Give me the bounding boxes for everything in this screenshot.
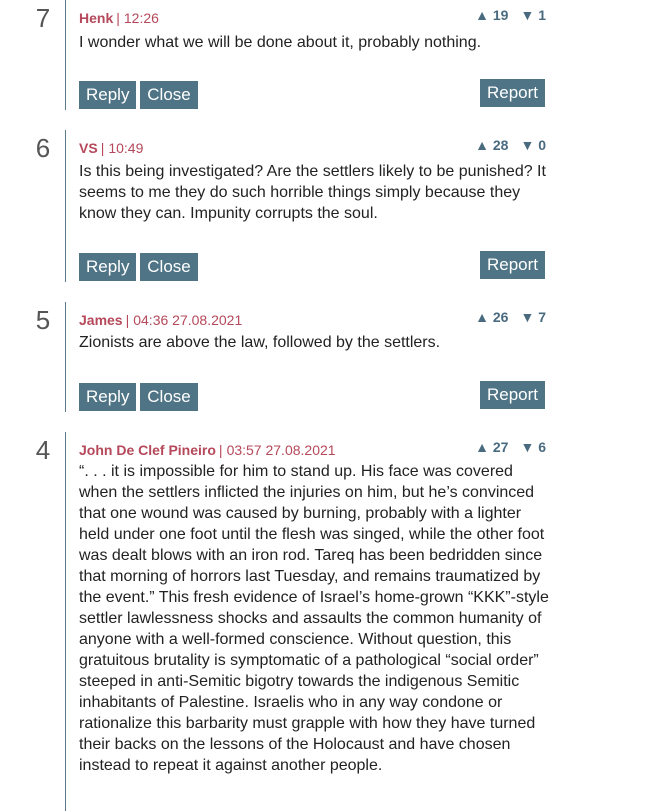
downvote-button[interactable] [520,439,546,455]
downvote-count: 1 [538,7,546,23]
close-button[interactable]: Close [140,81,198,109]
meta-separator: | [218,442,223,458]
down-arrow-icon: ▼ [520,439,535,455]
vote-counter [475,6,546,24]
comment-meta [79,9,159,27]
meta-separator: | [116,10,120,26]
vote-counter [475,136,546,154]
downvote-count: 7 [538,309,546,325]
author-name[interactable]: James [79,312,123,328]
comment-time: 04:36 27.08.2021 [133,312,243,328]
comment-meta [79,441,336,459]
comment-time: 12:26 [123,10,159,26]
up-arrow-icon: ▲ [475,309,489,325]
comment-meta [79,139,143,157]
up-arrow-icon: ▲ [475,439,489,455]
upvote-count: 26 [492,309,509,325]
comment-number: 4 [35,435,51,465]
author-name[interactable]: Henk [79,10,114,26]
down-arrow-icon: ▼ [520,309,535,325]
comment-text: I wonder what we will be done about it, probably nothing. [79,34,482,51]
author-name[interactable]: VS [79,140,98,156]
upvote-count: 19 [492,7,509,23]
downvote-button[interactable] [520,7,546,23]
up-arrow-icon: ▲ [475,7,489,23]
thread-line [65,432,66,811]
author-name[interactable]: John De Clef Pineiro [79,442,216,458]
downvote-button[interactable] [520,137,546,153]
reply-button[interactable]: Reply [79,81,136,109]
reply-button[interactable]: Reply [79,383,136,411]
comment-text: Zionists are above the law, followed by the settlers. [79,334,441,351]
reply-button[interactable]: Reply [79,253,136,281]
upvote-button[interactable] [475,137,508,153]
close-button[interactable]: Close [140,253,198,281]
report-button[interactable]: Report [480,251,545,279]
comment-text: “. . . it is impossible for him to stand up. His face was covered when the settlers inflicted the injuries on him, but he’s convinced that one wound was caused by burning, probably with a lighter held under one foot until the flesh was singed, while the other foot was dealt blows with an iron rod. Tareq has been bedridden since that morning of horrors last Tuesday, and remains traumatized by the event.” This fresh evidence of Israel’s home-grown “KKK”-style settler lawlessness shocks and assaults the common humanity of anyone with a well-formed conscience. Without question, this gratuitous brutality is symptomatic of a pathological “social order” steeped in anti-Semitic bigotry towards the indigenous Semitic inhabitants of Palestine. Israelis who in any way condone or rationalize this barbarity must grapple with how they have turned their backs on the lessons of the Holocaust and have chosen instead to repeat it against another people. [79,463,549,774]
upvote-button[interactable] [475,309,508,325]
comment-meta [79,311,242,329]
down-arrow-icon: ▼ [520,7,535,23]
vote-counter [475,438,546,456]
upvote-count: 27 [492,439,509,455]
meta-separator: | [125,312,130,328]
comment-number: 7 [35,3,51,33]
comment-number: 6 [35,133,51,163]
thread-line [65,302,66,412]
upvote-button[interactable] [475,7,508,23]
comment-time: 03:57 27.08.2021 [226,442,336,458]
upvote-count: 28 [492,137,509,153]
comment-number: 5 [35,305,51,335]
thread-line [65,130,66,282]
comment-text: Is this being investigated? Are the settlers likely to be punished? It seems to me they do such horrible things simply because they know they can. Impunity corrupts the soul. [79,163,546,222]
meta-separator: | [100,140,105,156]
report-button[interactable]: Report [480,79,545,107]
downvote-count: 0 [538,137,546,153]
downvote-count: 6 [538,439,546,455]
comment-time: 10:49 [108,140,144,156]
report-button[interactable]: Report [480,381,545,409]
vote-counter [475,308,546,326]
close-button[interactable]: Close [140,383,198,411]
thread-line [65,0,66,110]
down-arrow-icon: ▼ [520,137,535,153]
up-arrow-icon: ▲ [475,137,489,153]
downvote-button[interactable] [520,309,546,325]
upvote-button[interactable] [475,439,508,455]
